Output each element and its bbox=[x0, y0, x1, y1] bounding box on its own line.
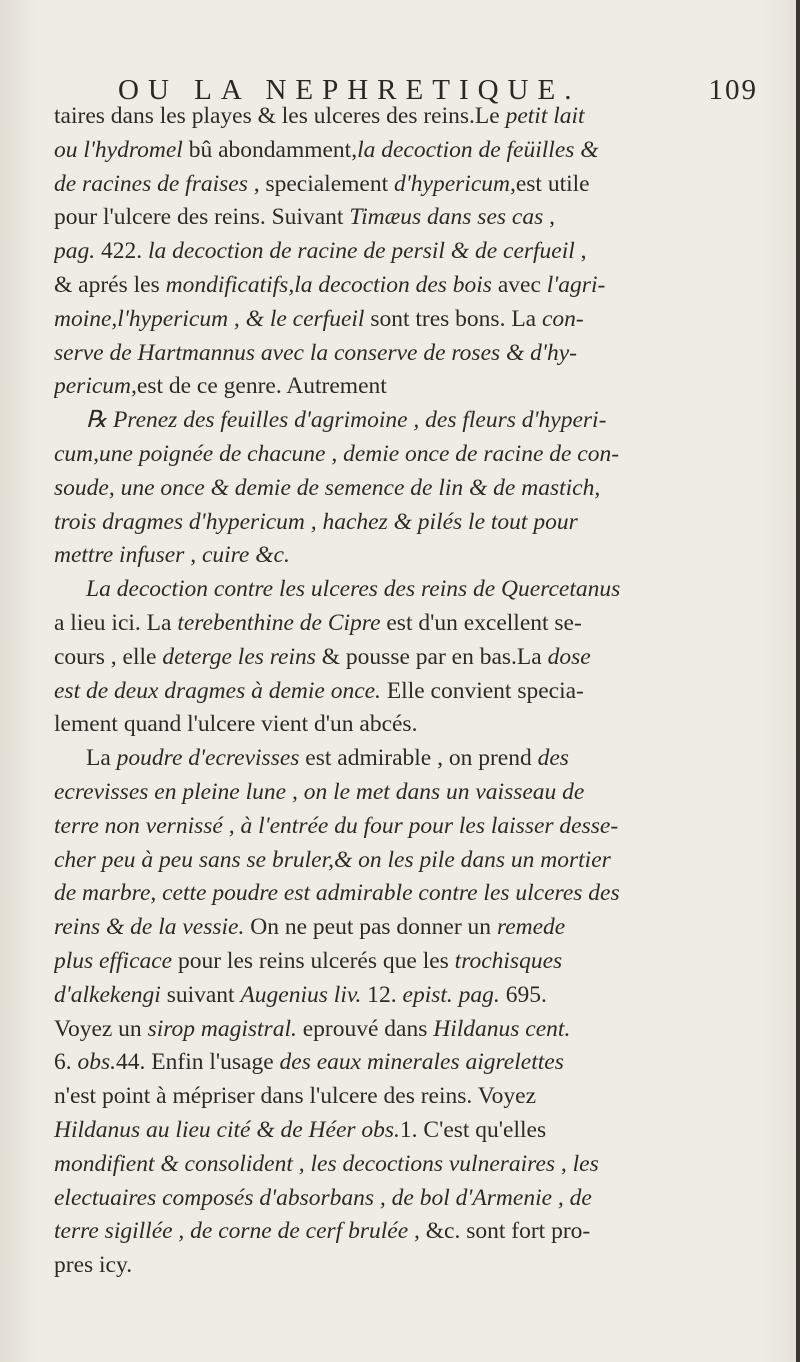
text-run: , bbox=[543, 204, 555, 231]
text-line bbox=[54, 337, 754, 371]
italic-text-run: terebenthine de Cipre bbox=[177, 609, 381, 636]
italic-text-run: la decoction de racine de persil & de cerfueil bbox=[148, 238, 575, 265]
italic-text-run: cher peu à peu sans se bruler,& on les pile dans un mortier bbox=[54, 846, 611, 873]
italic-text-run: plus efficace bbox=[54, 947, 173, 974]
page-number: 109 bbox=[708, 74, 758, 106]
italic-text-run: des bbox=[537, 745, 569, 772]
page-edge-shadow bbox=[796, 0, 800, 1362]
text-run: 12. bbox=[361, 981, 403, 1008]
italic-text-run: cum,une poignée de chacune , demie once de racine de con- bbox=[54, 440, 620, 467]
text-line bbox=[54, 877, 754, 911]
italic-text-run: con- bbox=[541, 305, 584, 332]
text-run: 44. Enfin l'usage bbox=[116, 1049, 280, 1076]
text-run: & pousse par en bas.La bbox=[315, 643, 548, 670]
italic-text-run: trois dragmes d'hypericum , hachez & pilés le tout pour bbox=[54, 508, 578, 535]
text-run: suivant bbox=[160, 981, 241, 1008]
text-line bbox=[54, 776, 754, 810]
text-run: 6. bbox=[54, 1049, 78, 1076]
text-run: taires dans les playes & les ulceres des reins.Le bbox=[54, 103, 506, 129]
text-run: eprouvé dans bbox=[296, 1015, 434, 1042]
italic-text-run: ecrevisses en pleine lune , on le met dans un vaisseau de bbox=[54, 778, 585, 805]
text-run: &c. sont fort pro- bbox=[419, 1218, 591, 1245]
text-run: pres icy. bbox=[54, 1252, 133, 1279]
text-line bbox=[54, 911, 754, 945]
italic-text-run: mettre infuser , cuire &c. bbox=[54, 542, 290, 569]
text-line bbox=[54, 472, 754, 506]
italic-text-run: serve de Hartmannus avec la conserve de roses & d'hy- bbox=[54, 339, 577, 366]
text-line bbox=[54, 438, 754, 472]
italic-text-run: pericum, bbox=[54, 373, 137, 400]
text-line bbox=[54, 1080, 754, 1114]
italic-text-run: des eaux minerales aigrelettes bbox=[279, 1049, 564, 1076]
italic-text-run: Augenius liv. bbox=[240, 981, 362, 1008]
italic-text-run: d'hypericum, bbox=[394, 170, 516, 197]
italic-text-run: remede bbox=[496, 914, 566, 941]
text-line bbox=[54, 1182, 754, 1216]
italic-text-run: Hildanus au lieu cité & de Héer obs. bbox=[54, 1116, 400, 1143]
text-line bbox=[54, 201, 754, 235]
text-run: On ne peut pas donner un bbox=[244, 914, 497, 941]
text-line bbox=[54, 404, 754, 438]
text-line bbox=[54, 1148, 754, 1182]
text-line bbox=[54, 1215, 754, 1249]
italic-text-run: trochisques bbox=[454, 947, 563, 974]
text-line bbox=[54, 675, 754, 709]
italic-text-run: de racines de fraises bbox=[54, 170, 248, 197]
text-line bbox=[54, 945, 754, 979]
italic-text-run: mondifient & consolident , les decoctions vulneraires , les bbox=[54, 1150, 599, 1177]
italic-text-run: petit lait bbox=[505, 103, 585, 129]
text-run: Voyez un bbox=[54, 1015, 148, 1042]
text-line bbox=[54, 370, 754, 404]
text-line bbox=[54, 100, 754, 134]
italic-text-run: deterge les reins bbox=[162, 643, 316, 670]
italic-text-run: terre sigillée , de corne de cerf brulée , bbox=[54, 1218, 420, 1245]
italic-text-run: obs. bbox=[77, 1049, 117, 1076]
text-line bbox=[54, 607, 754, 641]
italic-text-run: de marbre, cette poudre est admirable contre les ulceres des bbox=[54, 880, 620, 907]
text-run: est d'un excellent se- bbox=[380, 609, 582, 636]
text-run: est utile bbox=[515, 170, 590, 197]
text-run: bû abondamment, bbox=[182, 136, 358, 163]
running-title: OU LA NEPHRETIQUE. bbox=[118, 74, 581, 106]
italic-text-run: ℞ Prenez des feuilles d'agrimoine , des fleurs d'hyperi- bbox=[86, 407, 607, 434]
italic-text-run: sirop magistral. bbox=[147, 1015, 297, 1042]
italic-text-run: l'agri- bbox=[546, 271, 606, 298]
italic-text-run: la decoction de feüilles & bbox=[357, 136, 599, 163]
text-run: pour l'ulcere des reins. Suivant bbox=[54, 204, 350, 231]
italic-text-run: est de deux dragmes à demie once. bbox=[54, 677, 381, 704]
text-line bbox=[54, 539, 754, 573]
italic-text-run: Timæus dans ses cas bbox=[349, 204, 544, 231]
italic-text-run: ou l'hydromel bbox=[54, 136, 183, 163]
italic-text-run: terre non vernissé , à l'entrée du four pour les laisser desse- bbox=[54, 812, 619, 839]
text-line bbox=[54, 269, 754, 303]
italic-text-run: electuaires composés d'absorbans , de bol d'Armenie , de bbox=[54, 1184, 592, 1211]
text-run: cours , elle bbox=[54, 643, 163, 670]
italic-text-run: pag. bbox=[54, 238, 96, 265]
text-run: est admirable , on prend bbox=[299, 745, 538, 772]
text-line bbox=[54, 303, 754, 337]
italic-text-run: soude, une once & demie de semence de lin & de mastich, bbox=[54, 474, 601, 501]
text-run: sont tres bons. La bbox=[364, 305, 542, 332]
italic-text-run: epist. pag. bbox=[402, 981, 500, 1008]
text-line bbox=[54, 235, 754, 269]
text-line bbox=[54, 134, 754, 168]
italic-text-run: dose bbox=[547, 643, 591, 670]
text-line bbox=[54, 1013, 754, 1047]
text-run: & aprés les bbox=[54, 271, 166, 298]
body-text bbox=[54, 100, 754, 1283]
text-run: lement quand l'ulcere vient d'un abcés. bbox=[54, 711, 418, 738]
text-line bbox=[54, 506, 754, 540]
italic-text-run: La decoction contre les ulceres des reins de Quercetanus bbox=[86, 576, 621, 603]
text-line bbox=[54, 742, 754, 776]
text-line bbox=[54, 1046, 754, 1080]
text-line bbox=[54, 168, 754, 202]
italic-text-run: d'alkekengi bbox=[54, 981, 161, 1008]
text-line bbox=[54, 979, 754, 1013]
text-line bbox=[54, 1114, 754, 1148]
text-run: 422. bbox=[95, 238, 148, 265]
text-line bbox=[54, 844, 754, 878]
text-run: avec bbox=[491, 271, 547, 298]
text-run: pour les reins ulcerés que les bbox=[172, 947, 455, 974]
text-run: , bbox=[574, 238, 587, 265]
text-run: 695. bbox=[499, 981, 547, 1008]
italic-text-run: poudre d'ecrevisses bbox=[116, 745, 300, 772]
italic-text-run: reins & de la vessie. bbox=[54, 914, 245, 941]
italic-text-run: moine,l'hypericum , & le cerfueil bbox=[54, 305, 365, 332]
text-run: La bbox=[86, 745, 117, 772]
text-line bbox=[54, 573, 754, 607]
text-run: n'est point à mépriser dans l'ulcere des reins. Voyez bbox=[54, 1083, 537, 1110]
text-run: est de ce genre. Autrement bbox=[136, 373, 387, 400]
text-line bbox=[54, 1249, 754, 1283]
text-run: , specialement bbox=[247, 170, 395, 197]
italic-text-run: Hildanus cent. bbox=[433, 1015, 571, 1042]
text-line bbox=[54, 708, 754, 742]
text-line bbox=[54, 641, 754, 675]
text-run: Elle convient specia- bbox=[380, 677, 584, 704]
text-run: a lieu ici. La bbox=[54, 609, 178, 636]
italic-text-run: mondificatifs,la decoction des bois bbox=[165, 271, 492, 298]
text-line bbox=[54, 810, 754, 844]
text-run: 1. C'est qu'elles bbox=[399, 1116, 547, 1143]
